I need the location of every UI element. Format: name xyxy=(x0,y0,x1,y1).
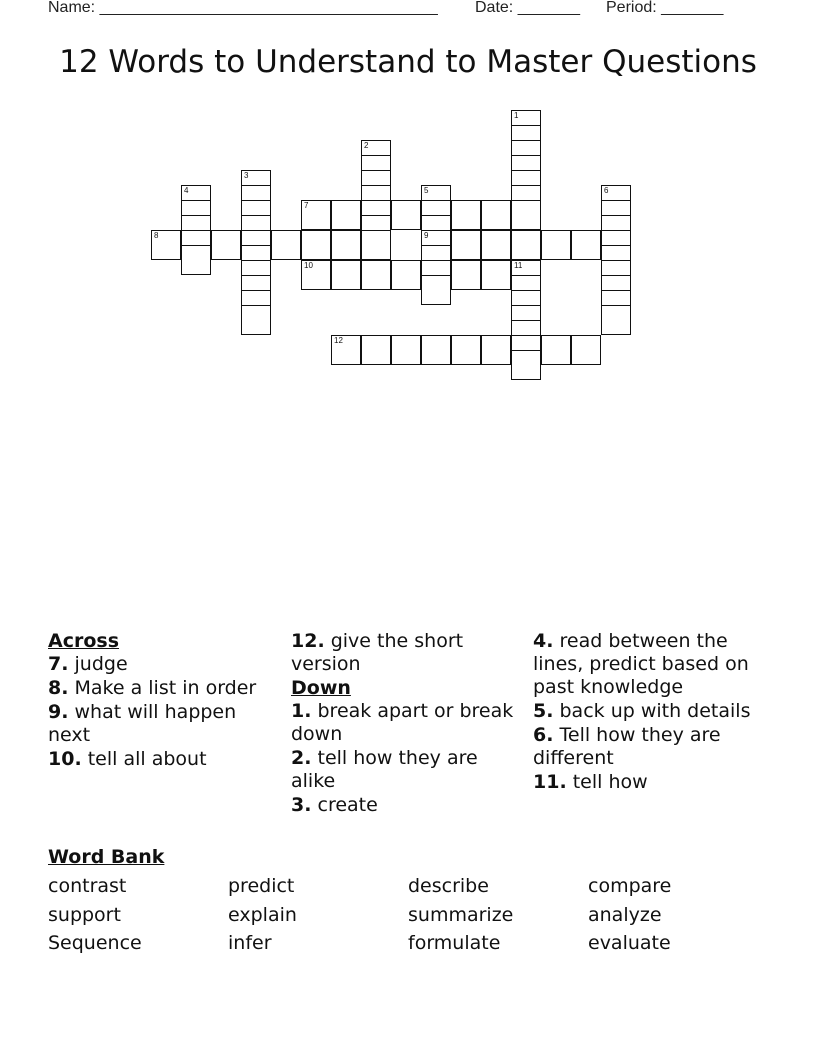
crossword-cell[interactable] xyxy=(481,260,511,290)
clue-number: 1 xyxy=(514,111,519,120)
date-field[interactable]: Date: _______ xyxy=(475,0,580,16)
crossword-cell-12[interactable] xyxy=(331,335,361,365)
clue-number: 12 xyxy=(334,336,343,345)
crossword-cell[interactable] xyxy=(451,260,481,290)
crossword-cell[interactable] xyxy=(361,260,391,290)
clue-number: 5 xyxy=(424,186,429,195)
clue-down-4: 4. read between the lines, predict based on past knowledge xyxy=(533,630,749,698)
puzzle-title: 12 Words to Understand to Master Questions xyxy=(59,44,757,80)
crossword-cell[interactable] xyxy=(451,230,481,260)
crossword-cell-7[interactable] xyxy=(301,200,331,230)
crossword-cell[interactable] xyxy=(301,230,331,260)
crossword-cell[interactable] xyxy=(481,335,511,365)
across-heading: Across xyxy=(48,630,120,652)
down-heading: Down xyxy=(291,677,351,699)
clue-down-1: 1. break apart or break down xyxy=(291,700,514,745)
crossword-cell[interactable] xyxy=(421,335,451,365)
crossword-cell[interactable] xyxy=(181,245,211,275)
crossword-cell[interactable] xyxy=(331,230,361,260)
clue-number: 4 xyxy=(184,186,189,195)
crossword-cell[interactable] xyxy=(541,230,571,260)
name-field[interactable]: Name: ______________________________________ xyxy=(48,0,438,16)
crossword-cell[interactable] xyxy=(331,260,361,290)
clue-across-8: 8. Make a list in order xyxy=(48,677,257,699)
clue-number: 6 xyxy=(604,186,609,195)
word-bank-item: support xyxy=(48,904,121,926)
clue-number: 9 xyxy=(424,231,429,240)
clue-number: 2 xyxy=(364,141,369,150)
clue-down-11: 11. tell how xyxy=(533,771,648,793)
clue-across-7: 7. judge xyxy=(48,653,128,675)
crossword-cell[interactable] xyxy=(601,305,631,335)
word-bank-item: formulate xyxy=(408,932,501,954)
clue-across-9: 9. what will happen next xyxy=(48,701,237,746)
word-bank-item: explain xyxy=(228,904,297,926)
word-bank-item: contrast xyxy=(48,875,127,897)
crossword-cell[interactable] xyxy=(481,230,511,260)
crossword-cell[interactable] xyxy=(331,200,361,230)
word-bank-item: summarize xyxy=(408,904,514,926)
clue-across-10: 10. tell all about xyxy=(48,748,207,770)
word-bank-title: Word Bank xyxy=(48,846,165,868)
clue-number: 7 xyxy=(304,201,309,210)
crossword-cell[interactable] xyxy=(241,305,271,335)
crossword-cell[interactable] xyxy=(571,230,601,260)
crossword-cell[interactable] xyxy=(541,335,571,365)
crossword-cell-10[interactable] xyxy=(301,260,331,290)
word-bank-item: analyze xyxy=(588,904,662,926)
clue-number: 11 xyxy=(514,261,523,270)
clue-down-2: 2. tell how they are alike xyxy=(291,747,478,792)
clue-down-3: 3. create xyxy=(291,794,378,816)
word-bank-item: infer xyxy=(228,932,272,954)
clues-column-3 xyxy=(533,630,783,795)
crossword-cell[interactable] xyxy=(361,335,391,365)
word-bank-item: Sequence xyxy=(48,932,142,954)
clue-down-6: 6. Tell how they are different xyxy=(533,724,721,769)
crossword-cell[interactable] xyxy=(511,200,541,230)
crossword-cell[interactable] xyxy=(391,335,421,365)
crossword-cell[interactable] xyxy=(391,200,421,230)
crossword-cell[interactable] xyxy=(451,200,481,230)
clues-column-2 xyxy=(291,630,516,818)
crossword-cell[interactable] xyxy=(451,335,481,365)
crossword-cell[interactable] xyxy=(421,275,451,305)
crossword-cell[interactable] xyxy=(481,200,511,230)
word-bank-item: predict xyxy=(228,875,295,897)
crossword-cell[interactable] xyxy=(511,230,541,260)
crossword-cell[interactable] xyxy=(571,335,601,365)
crossword-cell-8[interactable] xyxy=(151,230,181,260)
crossword-cell[interactable] xyxy=(361,230,391,260)
word-bank-item: describe xyxy=(408,875,489,897)
crossword-cell[interactable] xyxy=(271,230,301,260)
clue-across-12: 12. give the short version xyxy=(291,630,464,675)
crossword-cell[interactable] xyxy=(211,230,241,260)
clue-number: 3 xyxy=(244,171,249,180)
period-field[interactable]: Period: _______ xyxy=(606,0,724,16)
clue-down-5: 5. back up with details xyxy=(533,700,751,722)
clue-number: 10 xyxy=(304,261,313,270)
word-bank-item: evaluate xyxy=(588,932,671,954)
clue-number: 8 xyxy=(154,231,159,240)
clues-column-1 xyxy=(48,630,273,772)
crossword-cell[interactable] xyxy=(511,350,541,380)
word-bank-item: compare xyxy=(588,875,672,897)
crossword-cell[interactable] xyxy=(391,260,421,290)
